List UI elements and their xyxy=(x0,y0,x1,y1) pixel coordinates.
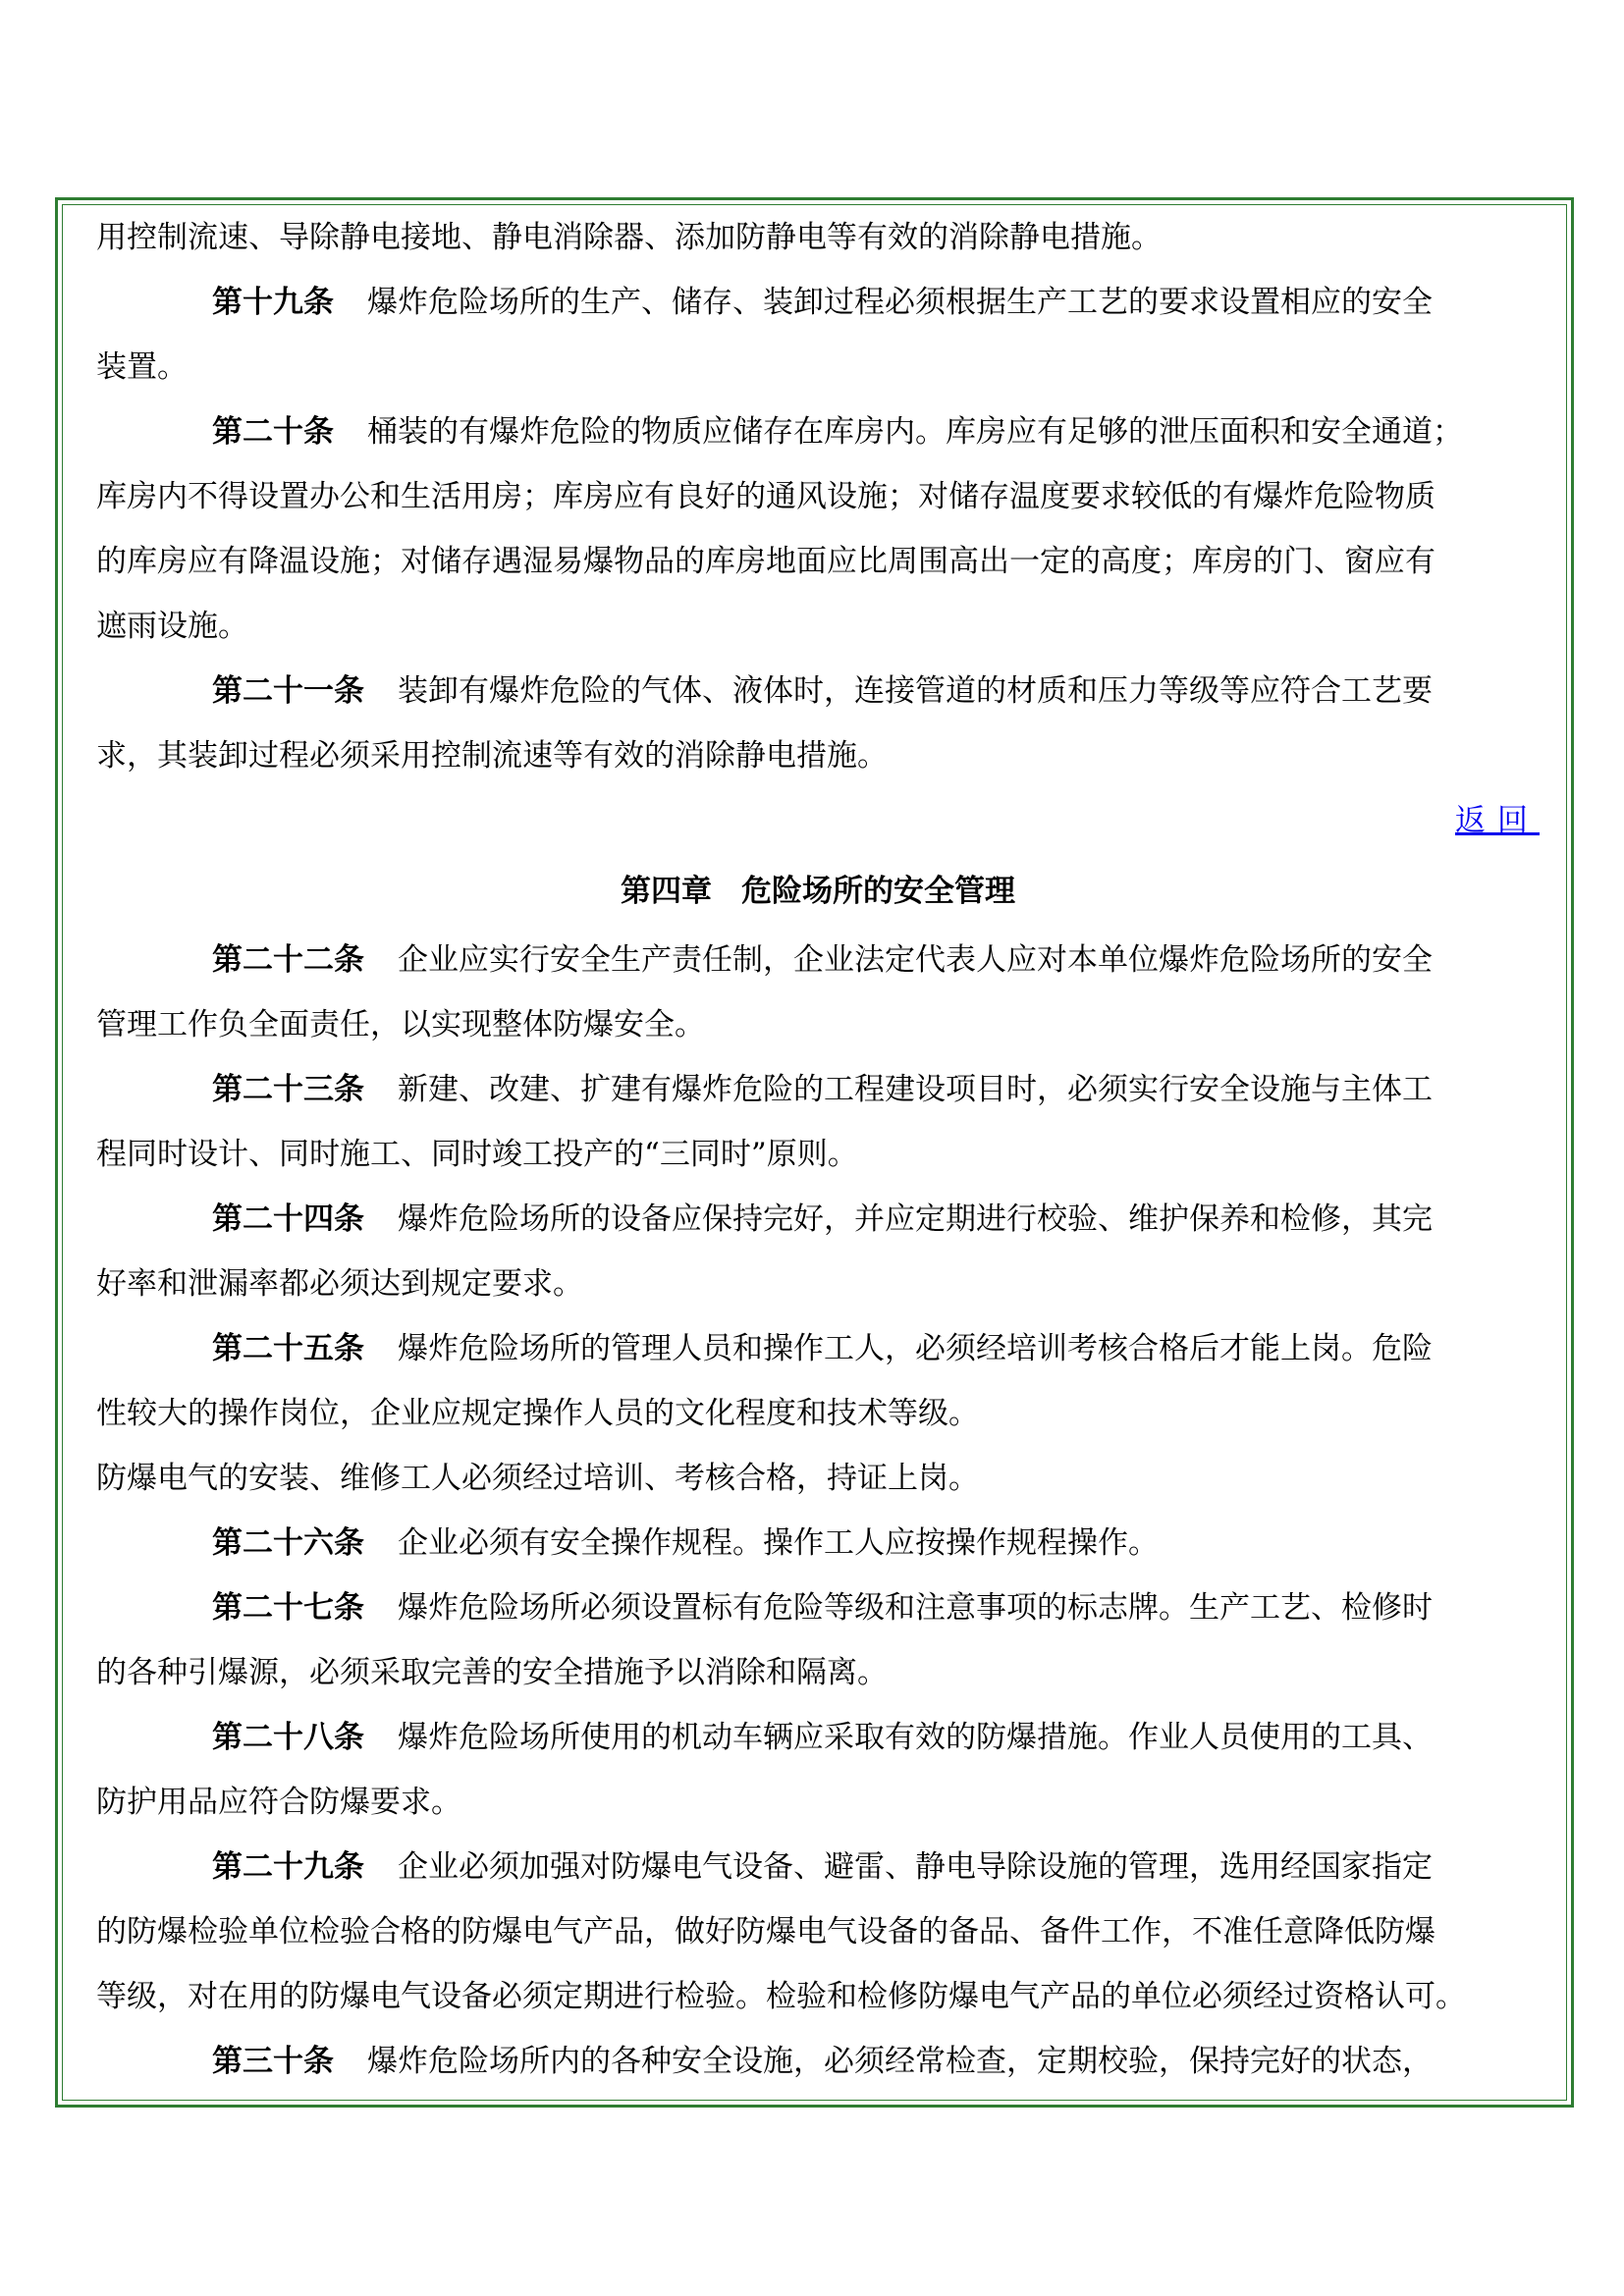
article-number: 第二十八条 xyxy=(212,1720,364,1755)
paragraph-line: 管理工作负全面责任，以实现整体防爆安全。 xyxy=(96,1007,705,1042)
article-text: 爆炸危险场所的生产、储存、装卸过程必须根据生产工艺的要求设置相应的安全 xyxy=(367,285,1433,320)
article-20 xyxy=(212,400,1463,464)
paragraph-line: 的库房应有降温设施；对储存遇湿易爆物品的库房地面应比周围高出一定的高度；库房的门、窗应有 xyxy=(96,544,1435,579)
paragraph-line: 遮雨设施。 xyxy=(96,609,248,644)
article-number: 第十九条 xyxy=(212,285,334,320)
article-number: 第二十五条 xyxy=(212,1331,364,1366)
article-text: 新建、改建、扩建有爆炸危险的工程建设项目时，必须实行安全设施与主体工 xyxy=(398,1072,1433,1107)
article-text: 爆炸危险场所的设备应保持完好，并应定期进行校验、维护保养和检修，其完 xyxy=(398,1201,1433,1237)
article-text: 爆炸危险场所必须设置标有危险等级和注意事项的标志牌。生产工艺、检修时 xyxy=(398,1590,1433,1626)
article-text: 企业必须加强对防爆电气设备、避雷、静电导除设施的管理，选用经国家指定 xyxy=(398,1849,1433,1885)
article-27 xyxy=(212,1575,1433,1640)
article-text: 企业必须有安全操作规程。操作工人应按操作规程操作。 xyxy=(398,1525,1159,1561)
article-number: 第二十二条 xyxy=(212,942,364,978)
article-23 xyxy=(212,1057,1433,1122)
paragraph-line: 程同时设计、同时施工、同时竣工投产的“三同时”原则。 xyxy=(96,1137,858,1172)
article-number: 第二十七条 xyxy=(212,1590,364,1626)
paragraph-line: 库房内不得设置办公和生活用房；库房应有良好的通风设施；对储存温度要求较低的有爆炸危险物质 xyxy=(96,479,1435,514)
paragraph-line: 用控制流速、导除静电接地、静电消除器、添加防静电等有效的消除静电措施。 xyxy=(96,220,1162,255)
article-number: 第二十九条 xyxy=(212,1849,364,1885)
paragraph-line: 的各种引爆源，必须采取完善的安全措施予以消除和隔离。 xyxy=(96,1655,888,1690)
article-number: 第二十六条 xyxy=(212,1525,364,1561)
article-number: 第三十条 xyxy=(212,2044,334,2079)
chapter-number: 第四章 xyxy=(621,874,712,909)
article-text: 桶装的有爆炸危险的物质应储存在库房内。库房应有足够的泄压面积和安全通道； xyxy=(367,414,1463,450)
article-29 xyxy=(212,1835,1433,1899)
article-text: 装卸有爆炸危险的气体、液体时，连接管道的材质和压力等级等应符合工艺要 xyxy=(398,673,1433,709)
article-text: 爆炸危险场所的管理人员和操作工人，必须经培训考核合格后才能上岗。危险 xyxy=(398,1331,1433,1366)
paragraph-line: 防护用品应符合防爆要求。 xyxy=(96,1785,461,1820)
article-number: 第二十四条 xyxy=(212,1201,364,1237)
paragraph-line: 防爆电气的安装、维修工人必须经过培训、考核合格，持证上岗。 xyxy=(96,1461,979,1496)
article-21 xyxy=(212,659,1433,723)
chapter-heading xyxy=(96,859,1540,924)
article-22 xyxy=(212,928,1433,992)
article-25 xyxy=(212,1316,1433,1381)
article-text: 爆炸危险场所内的各种安全设施，必须经常检查，定期校验，保持完好的状态， xyxy=(367,2044,1433,2079)
article-text: 爆炸危险场所使用的机动车辆应采取有效的防爆措施。作业人员使用的工具、 xyxy=(398,1720,1433,1755)
paragraph-line: 装置。 xyxy=(96,349,188,385)
article-26 xyxy=(212,1511,1159,1575)
article-28 xyxy=(212,1705,1433,1770)
paragraph-line: 的防爆检验单位检验合格的防爆电气产品，做好防爆电气设备的备品、备件工作，不准任意降低防爆 xyxy=(96,1914,1435,1949)
article-number: 第二十三条 xyxy=(212,1072,364,1107)
paragraph-line: 求，其装卸过程必须采用控制流速等有效的消除静电措施。 xyxy=(96,738,888,774)
article-number: 第二十条 xyxy=(212,414,334,450)
chapter-title: 危险场所的安全管理 xyxy=(741,874,1015,909)
article-text: 企业应实行安全生产责任制，企业法定代表人应对本单位爆炸危险场所的安全 xyxy=(398,942,1433,978)
article-number: 第二十一条 xyxy=(212,673,364,709)
article-30 xyxy=(212,2029,1433,2094)
article-19 xyxy=(212,270,1433,335)
paragraph-line: 性较大的操作岗位，企业应规定操作人员的文化程度和技术等级。 xyxy=(96,1396,979,1431)
return-link[interactable]: 返回 xyxy=(1455,803,1540,838)
article-24 xyxy=(212,1187,1433,1252)
paragraph-line: 等级，对在用的防爆电气设备必须定期进行检验。检验和检修防爆电气产品的单位必须经过资格认可。 xyxy=(96,1979,1466,2014)
paragraph-line: 好率和泄漏率都必须达到规定要求。 xyxy=(96,1266,583,1302)
